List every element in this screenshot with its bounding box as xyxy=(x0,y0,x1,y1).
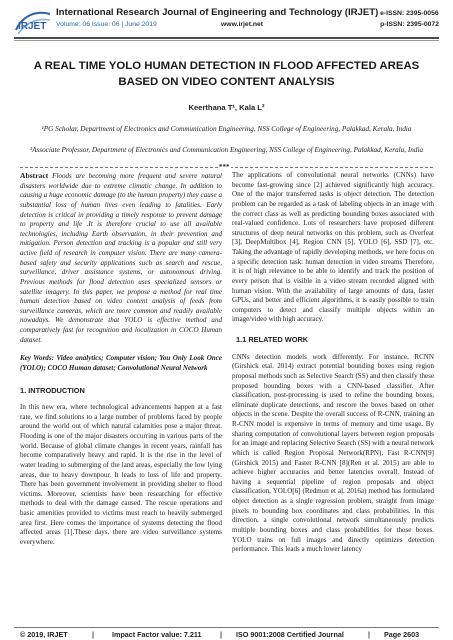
keywords-text: : Video analytics; Computer vision; You Only Look Once (YOLO); COCO Human dataset; Convolutional Neural Network xyxy=(20,354,222,372)
footer-separator: | xyxy=(220,630,223,639)
footer-impact-factor: Impact Factor value: 7.211 xyxy=(112,630,202,639)
journal-meta xyxy=(56,21,264,28)
pissn: p-ISSN: 2395-0072 xyxy=(380,21,439,28)
right-column xyxy=(232,171,434,555)
irjet-logo xyxy=(14,8,52,38)
issn-block xyxy=(380,8,439,30)
svg-text:IRJET: IRJET xyxy=(18,21,47,32)
abstract xyxy=(20,171,222,345)
footer-separator: | xyxy=(368,630,371,639)
left-column xyxy=(20,171,222,548)
footer-separator: | xyxy=(92,630,95,639)
abstract-label: Abstract xyxy=(20,171,49,180)
related-work-text: CNNs detection models work differently. For instance, RCNN (Girshick etal. 2014) extract potential bounding boxes using region proposal methods such as Selective Search (SS) and then classify these proposed bounding boxes with a CNN-based classifier. After classification, post-processing is used to refine the bounding boxes, eliminate duplicate detections, and rescore the boxes based on other objects in the scene. Despite the overall success of R-CNN, training an R-CNN model is expensive in terms of memory and time usage. By sharing computation of convolutional layers between region proposals for an image and replacing Selective Search (SS) with a neural network which is called Region Proposal Network(RPN), Fast R-CNN[9] (Girshick 2015) and Faster R-CNN [8](Ren et al. 2015) are able to achieve higher accuracies and better latencies overall. Instead of having a sequential pipeline of region proposals and object classification, YOLO[6] (Redmon et al. 2016a) method has formulated object detection as a single regression problem, straight from image pixels to bounding box coordinates and class probabilities. In this direction, a single convolutional network simultaneously predicts multiple bounding boxes and class probabilities for those boxes. YOLO trains on full images and directly optimizes detection performance. This leads a much lower latency xyxy=(232,352,434,554)
keywords-label: Key Words xyxy=(20,354,52,363)
keywords xyxy=(20,354,222,373)
separator-stars: *** xyxy=(219,163,230,171)
related-work-heading: 1.1 RELATED WORK xyxy=(236,335,309,344)
affiliation-2: ²Associate Professor, Department of Electronics and Communication Engineering, NSS College of Engineering, Palakkad, Kerala, India xyxy=(29,146,424,154)
affiliation-1: ¹PG Scholar, Department of Electronics and Communication Engineering, NSS College of Engineering, Palakkad, Kerala, India xyxy=(41,125,412,133)
intro-text: In this new era, where technological advancements happen at a fast rate, we find solutions to a large number of problems faced by people around the world out of which natural calamities pose a major threat. Flooding is one of the major disasters occurring in various parts of the world. Because of global climate changes in recent years, rainfall has become comparatively heavy and rapid. It is the rise in the level of water leading to submerging of the land areas, especially the low lying areas, due to heavy downpour. It leads to loss of life and property. There has been government involvement in providing shelter to flood victims. Moreover, scientists have been researching for effective methods to deal with the damage caused. The rescue operations and basic amenities provided to victims must reach to heavily submerged area first. Here comes the importance of systems detecting the flood affected areas [1].These days, there are video surveillance systems everywhere. xyxy=(20,403,222,546)
header-rule xyxy=(14,37,439,39)
volume-issue: Volume: 06 Issue: 06 | June 2019 xyxy=(56,21,157,28)
footer-page-number: Page 2603 xyxy=(384,630,420,639)
journal-url[interactable]: www.irjet.net xyxy=(221,21,264,28)
paper-authors: Keerthana T¹, Kala L² xyxy=(188,103,265,112)
footer-iso: ISO 9001:2008 Certified Journal xyxy=(236,630,344,639)
footer-copyright: © 2019, IRJET xyxy=(20,630,68,639)
journal-title: International Research Journal of Engineering and Technology (IRJET) xyxy=(56,7,379,18)
paper-title: A REAL TIME YOLO HUMAN DETECTION IN FLOOD AFFECTED AREAS BASED ON VIDEO CONTENT ANALYSIS xyxy=(33,60,420,88)
footer-rule xyxy=(14,627,439,628)
intro-heading: 1. INTRODUCTION xyxy=(20,385,85,395)
cnn-paragraph: The applications of convolutional neural networks (CNNs) have become fast-growing since [2] achieved significantly high accuracy. One of the major transferred tasks is object detection. The detection problem can be regarded as a task of labeling objects in an image with the correct class as well as predicting bounding boxes associated with real-valued confidence. Lots of researchers have proposed different structures of deep neural networks on this problem, such as Overfeat [3], DeepMultibox [4], Region CNN [5], YOLO [6], SSD [7], etc. Taking the advantage of rapidly developing methods, we here focus on a specific detection task: human detection in video streams Therefore, it is of high relevance to be able to identify and track the position of every person that is visible in a video stream recorded aligned with human vision. With the availability of large amounts of data, faster GPUs, and better and efficient algorithms, it is easily possible to train computers to detect and classify multiple objects within an image/video with high accuracy. xyxy=(232,171,434,324)
eissn: e-ISSN: 2395-0056 xyxy=(380,10,439,17)
abstract-text: Floods are becoming more frequent and severe natural disasters worldwide due to extreme climatic change. In addition to causing a huge economic damage (to the human property) they cause a substantial loss of human lives even leading to fatalities. Early detection is critical in providing a timely response to prevent damage to property and life .It is therefore crucial to use all available technologies, including Earth observation, in their prevention and mitigation. Person detection and tracking is a popular and still very active field of research in computer vision. There are many camera-based safety and security applications such as search and rescue, surveillance, driver assistance systems, or autonomous driving. Previous methods for flood detection uses specialized sensors or satellite imagery. In this paper, we propose a method for real time human detection based on video content analysis of feeds from surveillance cameras, which are more common and readily available nowadays. We demonstrate that YOLO is effective method and comparatively fast for recognition and localization in COCO Human dataset. xyxy=(20,172,222,344)
header-rule-thin xyxy=(14,40,439,41)
